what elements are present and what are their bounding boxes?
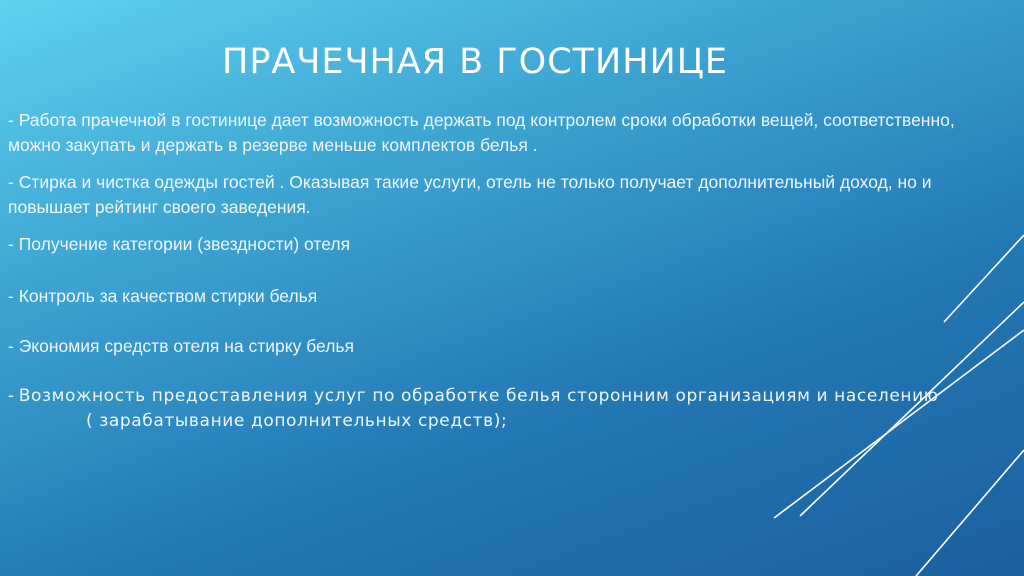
bullet-5: - Экономия средств отеля на стирку белья	[8, 336, 355, 356]
bullet-2: - Стирка и чистка одежды гостей . Оказывая такие услуги, отель не только получает дополнительный доход, но и повышает рейтинг своего заведения.	[8, 172, 932, 217]
bullet-6-text-b: ( зарабатывание дополнительных средств);	[86, 411, 508, 431]
bullet-4: - Контроль за качеством стирки белья	[8, 286, 318, 306]
bullet-6-text-a: Возможность предоставления услуг по обработке белья сторонним организациям и населению	[18, 386, 939, 406]
deco-line-4	[916, 450, 1024, 576]
bullet-3: - Получение категории (звездности) отеля	[8, 234, 351, 254]
bullet-1: - Работа прачечной в гостинице дает возможность держать под контролем сроки обработки вещей, соответственно, можно закупать и держать в резерве меньше комплектов белья .	[8, 110, 955, 155]
bullet-6-dash: -	[8, 385, 19, 405]
slide-title: ПРАЧЕЧНАЯ В ГОСТИНИЦЕ	[222, 42, 728, 82]
bullet-6	[8, 383, 1013, 434]
deco-line-1	[944, 235, 1024, 322]
